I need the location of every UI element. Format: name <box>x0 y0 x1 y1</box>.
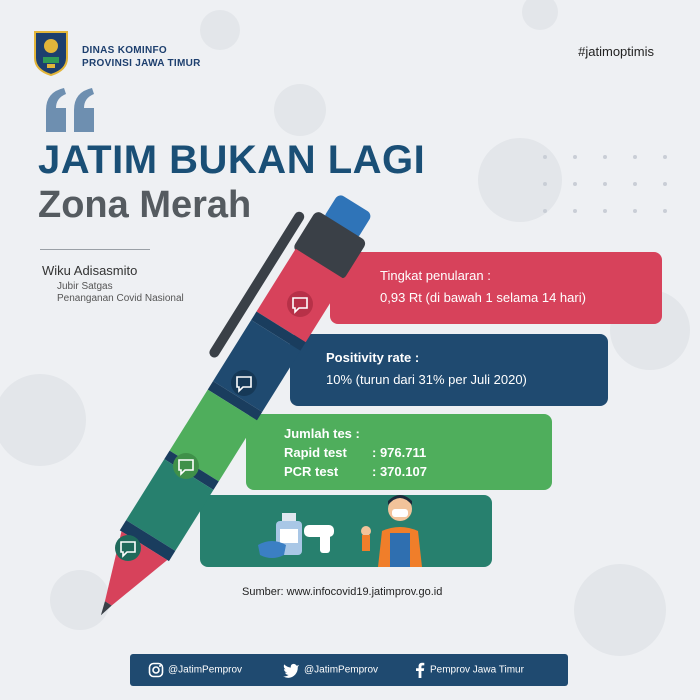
chat-bubble-icon <box>286 290 314 318</box>
facebook-handle[interactable] <box>414 662 524 678</box>
speaker-role-line-1: Jubir Satgas <box>57 281 113 292</box>
instagram-label: @JatimPemprov <box>168 664 243 676</box>
chat-bubble-icon <box>172 452 200 480</box>
rapid-test-label: Rapid test <box>284 445 347 460</box>
transmission-rate-value: 0,93 Rt (di bawah 1 selama 14 hari) <box>380 290 586 305</box>
social-media-footer <box>130 654 568 686</box>
facebook-label: Pemprov Jawa Timur <box>430 664 524 676</box>
instagram-icon <box>148 662 164 678</box>
speaker-name: Wiku Adisasmito <box>42 263 138 278</box>
test-count-label: Jumlah tes : <box>284 426 360 441</box>
pcr-test-label: PCR test <box>284 464 339 479</box>
headline-line-2: Zona Merah <box>38 184 252 226</box>
chat-bubble-icon <box>114 534 142 562</box>
transmission-rate-label: Tingkat penularan : <box>380 268 491 283</box>
org-line-1: DINAS KOMINFO <box>82 45 168 56</box>
speaker-role-line-2: Penanganan Covid Nasional <box>57 293 184 304</box>
positivity-rate-value: 10% (turun dari 31% per Juli 2020) <box>326 372 527 387</box>
twitter-label: @JatimPemprov <box>304 664 379 676</box>
headline-line-1: JATIM BUKAN LAGI <box>38 138 426 182</box>
rapid-test-value: : 976.711 <box>372 445 427 460</box>
instagram-handle[interactable] <box>148 662 242 678</box>
twitter-handle[interactable] <box>282 662 378 678</box>
facebook-icon <box>414 662 426 678</box>
positivity-rate-label: Positivity rate : <box>326 350 420 365</box>
source-citation: Sumber: www.infocovid19.jatimprov.go.id <box>242 586 443 598</box>
hashtag: #jatimoptimis <box>578 44 654 59</box>
twitter-icon <box>282 662 300 678</box>
org-line-2: PROVINSI JAWA TIMUR <box>82 58 201 69</box>
pcr-test-value: : 370.107 <box>372 464 427 479</box>
chat-bubble-icon <box>230 369 258 397</box>
